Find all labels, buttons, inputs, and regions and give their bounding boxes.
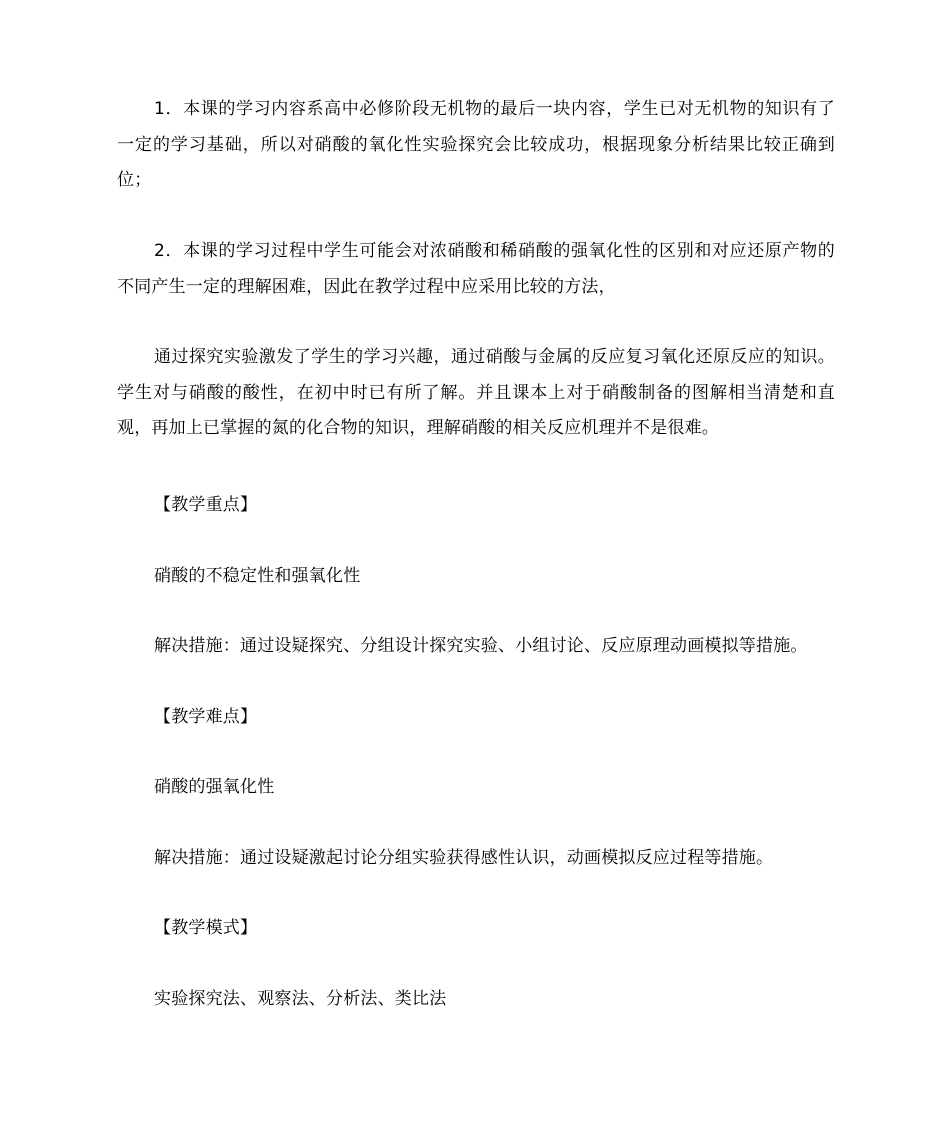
key-point-content: 硝酸的不稳定性和强氧化性: [154, 566, 361, 586]
teaching-mode-content: 实验探究法、观察法、分析法、类比法: [154, 989, 447, 1009]
difficult-point-content: 硝酸的强氧化性: [154, 777, 275, 797]
difficult-point-heading: 【教学难点】: [154, 707, 258, 727]
key-point-heading: 【教学重点】: [154, 495, 258, 515]
teaching-mode-heading: 【教学模式】: [154, 918, 258, 938]
difficult-point-measures: 解决措施：通过设疑激起讨论分组实验获得感性认识，动画模拟反应过程等措施。: [154, 848, 774, 868]
key-point-measures: 解决措施：通过设疑探究、分组设计探究实验、小组讨论、反应原理动画模拟等措施。: [154, 636, 808, 656]
paragraph-1: 1．本课的学习内容系高中必修阶段无机物的最后一块内容，学生已对无机物的知识有了一定的学习基础，所以对硝酸的氧化性实验探究会比较成功，根据现象分析结果比较正确到位；: [117, 99, 835, 190]
paragraph-2: 2．本课的学习过程中学生可能会对浓硝酸和稀硝酸的强氧化性的区别和对应还原产物的不同产生一定的理解困难，因此在教学过程中应采用比较的方法，: [117, 241, 835, 297]
paragraph-3: 通过探究实验激发了学生的学习兴趣，通过硝酸与金属的反应复习氧化还原反应的知识。学生对与硝酸的酸性，在初中时已有所了解。并且课本上对于硝酸制备的图解相当清楚和直观，再加上已掌握的氮的化合物的知识，理解硝酸的相关反应机理并不是很难。: [117, 347, 835, 438]
